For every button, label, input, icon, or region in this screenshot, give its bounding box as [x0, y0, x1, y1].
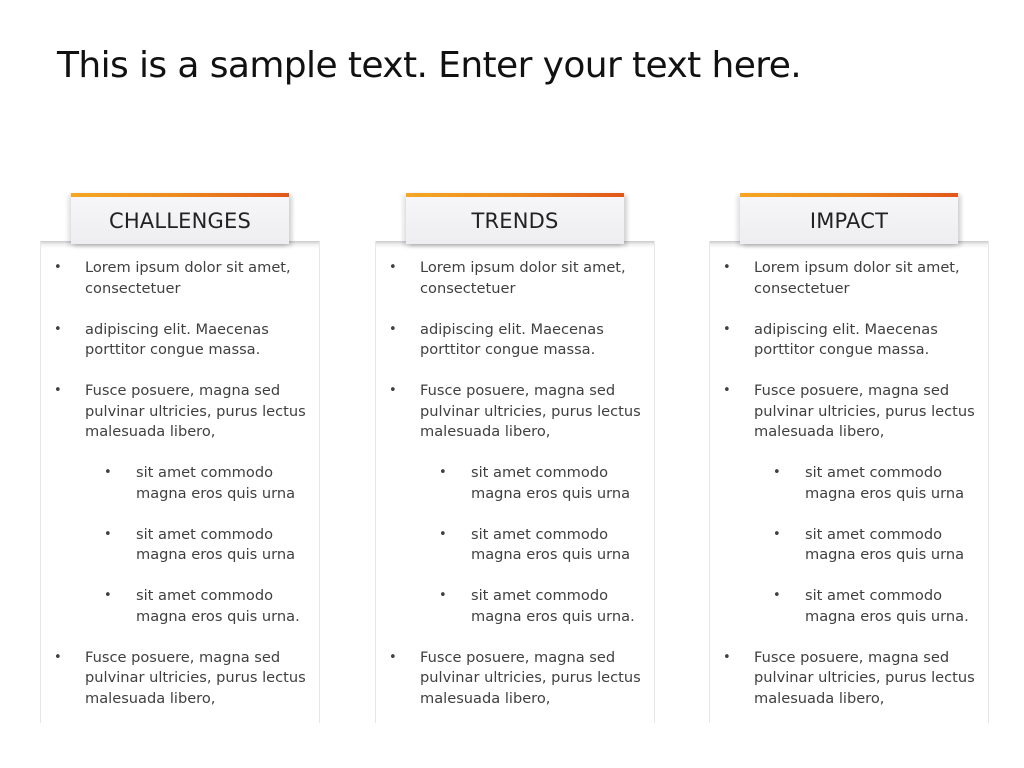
bullet-text: sit amet commodo magna eros quis urna — [805, 464, 965, 502]
bullet-text: Fusce posuere, magna sed pulvinar ultricies, purus lectus malesuada libero, — [754, 382, 975, 440]
bullet-dot-icon: • — [773, 465, 781, 480]
bullet-dot-icon: • — [104, 465, 112, 480]
bullet-dot-icon: • — [773, 588, 781, 603]
bullet-dot-icon: • — [439, 588, 447, 603]
column-impact — [709, 193, 989, 723]
bullet-dot-icon: • — [723, 383, 731, 398]
accent-bar — [740, 193, 958, 197]
bullet-item — [40, 258, 320, 299]
slide-title: This is a sample text. Enter your text here. — [57, 45, 802, 86]
sub-bullet-item — [375, 463, 655, 504]
bullet-item — [40, 381, 320, 443]
bullet-item — [709, 381, 989, 443]
bullet-item — [709, 320, 989, 361]
bullet-item — [709, 648, 989, 710]
sub-bullet-item — [40, 586, 320, 627]
column-heading: TRENDS — [471, 209, 559, 233]
bullet-text: Fusce posuere, magna sed pulvinar ultricies, purus lectus malesuada libero, — [420, 382, 641, 440]
bullet-text: sit amet commodo magna eros quis urna. — [805, 587, 969, 625]
bullet-item — [709, 258, 989, 299]
bullet-text: adipiscing elit. Maecenas porttitor congue massa. — [754, 320, 938, 358]
bullet-text: Fusce posuere, magna sed pulvinar ultricies, purus lectus malesuada libero, — [420, 648, 641, 707]
sub-bullet-item — [375, 586, 655, 627]
bullet-dot-icon: • — [389, 321, 397, 337]
bullet-dot-icon: • — [54, 383, 62, 398]
column-heading: CHALLENGES — [108, 209, 252, 233]
bullet-dot-icon: • — [723, 260, 731, 275]
bullet-text: sit amet commodo magna eros quis urna — [471, 464, 631, 502]
bullet-dot-icon: • — [723, 649, 731, 665]
bullet-dot-icon: • — [723, 321, 731, 337]
bullet-text: Lorem ipsum dolor sit amet, consectetuer — [754, 259, 960, 297]
bullet-dot-icon: • — [439, 526, 447, 542]
bullet-dot-icon: • — [439, 465, 447, 480]
bullet-dot-icon: • — [104, 526, 112, 542]
bullet-dot-icon: • — [104, 588, 112, 603]
bullet-dot-icon: • — [54, 260, 62, 275]
bullet-item — [40, 320, 320, 361]
bullet-dot-icon: • — [389, 649, 397, 665]
bullet-list — [40, 258, 320, 730]
bullet-item — [375, 381, 655, 443]
bullet-text: adipiscing elit. Maecenas porttitor congue massa. — [420, 320, 604, 358]
bullet-text: sit amet commodo magna eros quis urna — [136, 464, 296, 502]
bullet-text: adipiscing elit. Maecenas porttitor congue massa. — [85, 320, 269, 358]
column-header-tab — [740, 193, 958, 244]
bullet-text: sit amet commodo magna eros quis urna — [471, 525, 631, 563]
bullet-list — [375, 258, 655, 730]
bullet-item — [375, 648, 655, 710]
column-trends — [375, 193, 655, 723]
accent-bar — [71, 193, 289, 197]
sub-bullet-item — [40, 463, 320, 504]
column-header-tab — [71, 193, 289, 244]
bullet-dot-icon: • — [773, 526, 781, 542]
bullet-text: sit amet commodo magna eros quis urna — [805, 525, 965, 563]
accent-bar — [406, 193, 624, 197]
bullet-dot-icon: • — [54, 649, 62, 665]
bullet-text: Lorem ipsum dolor sit amet, consectetuer — [85, 259, 291, 297]
sub-bullet-item — [375, 525, 655, 566]
column-challenges — [40, 193, 320, 723]
bullet-text: Fusce posuere, magna sed pulvinar ultricies, purus lectus malesuada libero, — [85, 648, 306, 707]
sub-bullet-item — [709, 525, 989, 566]
bullet-dot-icon: • — [54, 321, 62, 337]
bullet-dot-icon: • — [389, 383, 397, 398]
bullet-item — [375, 320, 655, 361]
bullet-item — [40, 648, 320, 710]
bullet-dot-icon: • — [389, 260, 397, 275]
bullet-text: Fusce posuere, magna sed pulvinar ultricies, purus lectus malesuada libero, — [754, 648, 975, 707]
bullet-text: Fusce posuere, magna sed pulvinar ultricies, purus lectus malesuada libero, — [85, 382, 306, 440]
bullet-text: sit amet commodo magna eros quis urna. — [136, 587, 300, 625]
bullet-text: sit amet commodo magna eros quis urna. — [471, 587, 635, 625]
bullet-list — [709, 258, 989, 730]
bullet-text: Lorem ipsum dolor sit amet, consectetuer — [420, 259, 626, 297]
bullet-item — [375, 258, 655, 299]
column-heading: IMPACT — [809, 209, 889, 233]
sub-bullet-item — [709, 586, 989, 627]
bullet-text: sit amet commodo magna eros quis urna — [136, 525, 296, 563]
sub-bullet-item — [40, 525, 320, 566]
column-header-tab — [406, 193, 624, 244]
sub-bullet-item — [709, 463, 989, 504]
